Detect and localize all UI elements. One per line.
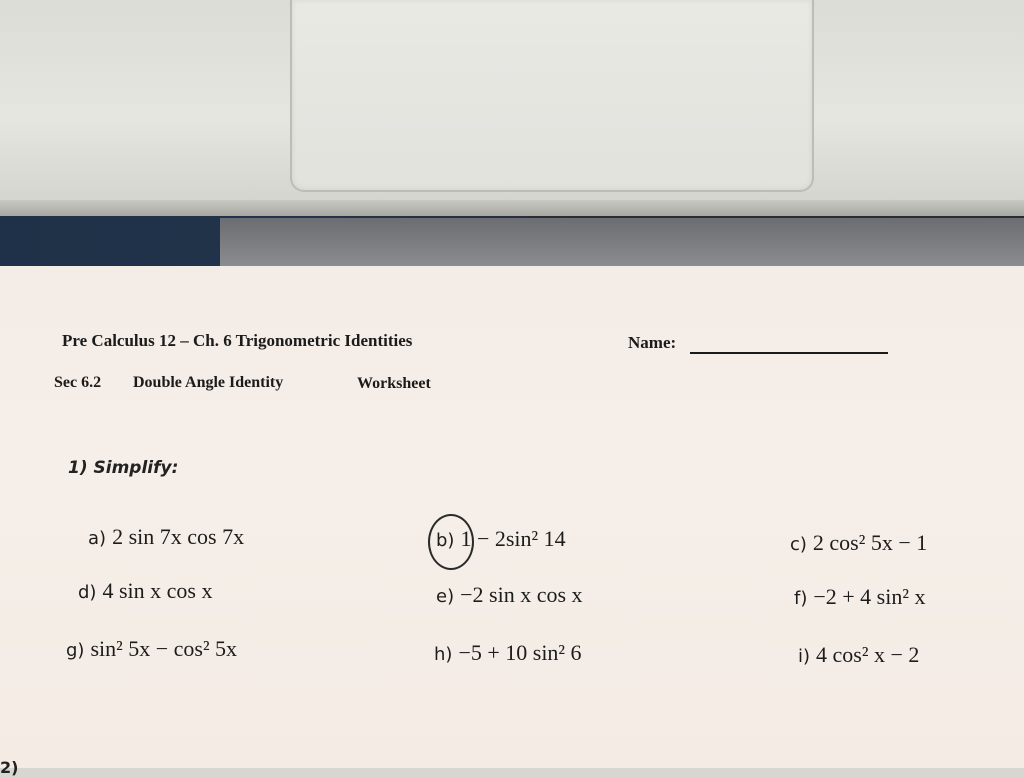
problem-d — [78, 578, 212, 604]
problem-g — [66, 636, 237, 662]
laptop-edge — [0, 200, 1024, 216]
problem-h — [434, 640, 582, 666]
problem-c — [790, 530, 927, 556]
problem-label: f) — [794, 588, 808, 609]
name-label: Name: — [628, 333, 677, 352]
problem-a — [88, 524, 244, 550]
name-blank-line — [690, 352, 888, 354]
laptop-body — [0, 0, 1024, 215]
paper-shadow — [220, 218, 1024, 268]
problem-f — [794, 584, 925, 610]
laptop-trackpad — [290, 0, 814, 192]
problem-label: e) — [436, 586, 455, 607]
problem-i — [798, 642, 919, 668]
problem-label: a) — [88, 528, 107, 549]
section-number: Sec 6.2 — [54, 374, 102, 391]
problem-expression: 2 cos² 5x − 1 — [812, 530, 928, 555]
problem-label: i) — [798, 646, 811, 667]
problem-expression: −2 sin x cos x — [460, 582, 583, 607]
problem-e — [436, 582, 583, 608]
problem-expression: 4 sin x cos x — [102, 578, 213, 603]
question-2-label-partial: 2) — [0, 758, 19, 777]
hand-drawn-circle — [428, 514, 474, 570]
problem-label: h) — [434, 644, 453, 665]
problem-label: d) — [78, 582, 97, 603]
problem-label: g) — [66, 640, 85, 661]
problem-label: b) — [436, 530, 455, 551]
problem-expression: sin² 5x − cos² 5x — [90, 636, 238, 661]
question-1-label: 1) Simplify: — [68, 458, 179, 478]
problem-expression: 1 − 2sin² 14 — [460, 526, 566, 551]
problem-expression: −5 + 10 sin² 6 — [458, 640, 582, 665]
section-topic: Double Angle Identity — [133, 374, 284, 391]
problem-label: c) — [790, 534, 807, 555]
problem-expression: 2 sin 7x cos 7x — [112, 524, 245, 549]
problem-expression: −2 + 4 sin² x — [813, 584, 926, 609]
section-kind: Worksheet — [357, 375, 431, 392]
worksheet-title: Pre Calculus 12 – Ch. 6 Trigonometric Identities — [62, 331, 413, 350]
problem-expression: 4 cos² x − 2 — [816, 642, 920, 667]
